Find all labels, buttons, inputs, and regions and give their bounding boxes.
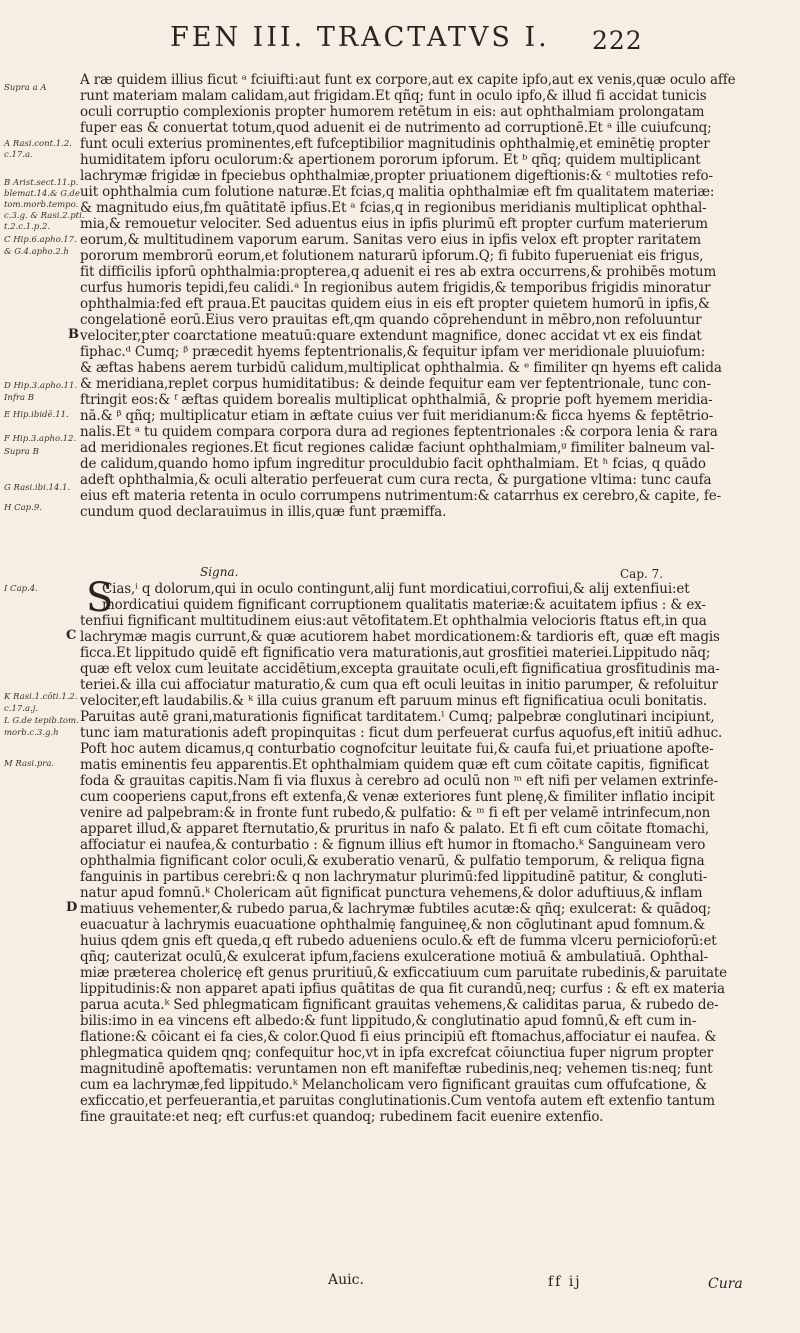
margin-note: blemat.14.& G.de [4,189,80,199]
text-line: euacuatur à lachrymis euacuatione ophthalmię fanguineę,& non cōglutinant apud fomnum.& [80,917,706,933]
text-line: lachrymæ frigidæ in fpeciebus ophthalmiæ,propter priuationem digeftionis:& ᶜ multoties refo- [80,168,713,184]
section-marker: C [66,628,77,643]
text-line: lachrymæ magis currunt,& quæ acutiorem habet mordicationem:& tardioris eft, quæ eft magis [80,629,720,645]
section-marker: D [66,900,78,915]
text-line: phlegmatica quidem qnq; confequitur hoc,vt in ipfa excrefcat cōiunctiua fuper nigrum propter [80,1045,714,1061]
text-line: parua acuta.ᵏ Sed phlegmaticam fignificant grauitas vehemens,& caliditas parua, & rubedo de- [80,997,719,1013]
text-line: mordicatiui quidem fignificant corruptionem qualitatis materiæ:& acuitatem ipfius : & ex- [102,597,706,613]
text-line: lippitudinis:& non apparet apati ipfius quātitas de qua fit curandū,neq; curfus : & eft ex materia [80,981,725,997]
margin-note: & G.4.apho.2.h [4,247,69,257]
text-line: matiuus vehementer,& rubedo parua,& lachrymæ fubtiles acutæ:& qñq; exulcerat: & quādoq; [80,901,712,917]
margin-note: L G.de tepib.tom. [4,716,79,726]
text-line: venire ad palpebram:& in fronte funt rubedo,& pulfatio: & ᵐ fi eft per velamē intrinfecum,non [80,805,711,821]
text-line: funt oculi exterius prominentes,eft fufceptibilior magnitudinis ophthalmię,et eminētię propter [80,136,710,152]
margin-note: Infra B [4,393,35,403]
text-line: Poft hoc autem dicamus,q conturbatio cognofcitur leuitate fui,& caufa fui,et priuatione apofte- [80,741,714,757]
drop-cap: S [86,575,114,621]
margin-note: I Cap.4. [4,584,38,594]
text-line: ophthalmia:fed eft praua.Et paucitas quidem eius in eis eft propter quietem humorū in ipfis,& [80,296,710,312]
margin-note: B Arist.sect.11.p. [4,178,79,188]
catchword: Cura [708,1276,743,1292]
text-line: ftringit eos:& ᶠ æftas quidem borealis multiplicat ophthalmiā, & proprie poft hyemem meridia- [80,392,713,408]
text-line: fuper eas & conuertat totum,quod aduenit ei de nutrimento ad corruptionē.Et ᵃ ille cuiufcunq; [80,120,712,136]
text-line: nā.& ᵝ qñq; multiplicatur etiam in æftate cuius ver fuit meridianum:& ficca hyems & feptētrio- [80,408,714,424]
text-line: apparet illud,& apparet fternutatio,& pruritus in nafo & palato. Et fi eft cum cōitate ftomachi, [80,821,710,837]
text-line: ophthalmia fignificant color oculi,& exuberatio venarū, & pulfatio temporum, & reliqua figna [80,853,705,869]
text-line: curfus humoris tepidi,feu calidi.ᵃ In regionibus autem frigidis,& temporibus frigidis minoratur [80,280,711,296]
margin-note: Supra B [4,447,39,457]
text-line: exficcatio,et perfeuerantia,et paruitas conglutinationis.Cum ventofa autem eft extenfio tantum [80,1093,715,1109]
text-line: qñq; cauterizat oculū,& exulcerat ipfum,faciens exulceratione motiuā & ambulatiuā. Ophthal- [80,949,709,965]
margin-note: C Hip.6.apho.17. [4,235,77,245]
text-line: ficca.Et lippitudo quidē eft fignificatio vera maturationis,aut grosfitiei materiei.Lippitudo nāq; [80,645,711,661]
text-line: eorum,& multitudinem vaporum earum. Sanitas vero eius in ipfis velox eft propter raritatem [80,232,701,248]
margin-note: K Rasi.1.cōti.1.2. [4,692,78,702]
text-line: oculi corruptio complexionis propter humorem retētum in eis: aut ophthalmiam prolongatam [80,104,705,120]
text-line: quæ eft velox cum leuitate accidētium,excepta grauitate oculi,eft fignificatiua grosfitudinis ma- [80,661,720,677]
margin-note: c.17.a.j. [4,704,39,714]
text-line: eius eft materia retenta in oculo corrumpens nutrimentum:& catarrhus ex cerebro,& capite, fe- [80,488,721,504]
text-line: Cias,ⁱ q dolorum,qui in oculo contingunt,alij funt mordicatiui,corrofiui,& alij extenfiui:et [102,581,690,597]
text-line: velociter,pter coarctatione meatuū:quare extendunt magnifice, donec accidat vt ex eis findat [80,328,702,344]
page-footer [0,1272,800,1308]
text-line: foda & grauitas capitis.Nam fi via fluxus à cerebro ad oculū non ᵐ eft nifi per velamen extrinfe- [80,773,719,789]
margin-note: G Rasi.ibi.14.1. [4,483,71,493]
text-line: humiditatem ipforu oculorum:& apertionem pororum ipforum. Et ᵇ qñq; quidem multiplicant [80,152,701,168]
text-line: natur apud fomnū.ᵏ Cholericam aūt fignificat punctura vehemens,& dolor aduftiuus,& inflam [80,885,703,901]
text-line: magnitudinē apoftematis: veruntamen non eft manifeftæ rubedinis,neq; vehemen tis:neq; funt [80,1061,713,1077]
margin-note: H Cap.9. [4,503,42,513]
text-line: miæ præterea cholericę eft genus pruritiuū,& exficcatiuum cum paruitate rubedinis,& paruitate [80,965,727,981]
text-line: bilis:imo in ea vincens eft albedo:& funt lippitudo,& conglutinatio apud fomnū,& eft cum in- [80,1013,697,1029]
margin-note: F Hip.3.apho.12. [4,434,77,444]
text-line: teriei.& illa cui affociatur maturatio,& cum qua eft oculi leuitas in initio parumper, & refoluitur [80,677,718,693]
text-line: congelationē eorū.Eius vero prauitas eft,qm quando cōprehendunt in mēbro,non refoluuntur [80,312,702,328]
page-header [0,22,800,70]
text-line: matis eminentis feu apparentis.Et ophthalmiam quidem quæ eft cum cōitate capitis, fignificat [80,757,709,773]
margin-note: morb.c.3.g.h [4,728,59,738]
text-line: mia,& remouetur velociter. Sed aduentus eius in ipfis plurimū eft propter curfum materierum [80,216,708,232]
chapter-label: Cap. 7. [620,567,664,581]
margin-note: c.17.a. [4,150,33,160]
margin-note: tom.morb.tempo. [4,200,79,210]
text-line: pororum membrorū eorum,et folutionem naturarū ipforum.Q; fi fubito fuperueniat eis frigus, [80,248,704,264]
text-line: ad meridionales regiones.Et ficut regiones calidæ faciunt ophthalmiam,ᵍ fimiliter balneum val- [80,440,715,456]
text-line: & meridiana,replet corpus humiditatibus: & deinde fequitur eam ver feptentrionale, tunc con- [80,376,711,392]
text-line: huius qdem gnis eft queda,q eft rubedo adueniens oculo.& eft de fumma vlceru perniciofoṛū:et [80,933,717,949]
text-line: cum cooperiens caput,frons eft extenfa,& venæ exteriores funt plenę,& fimiliter inflatio incipit [80,789,715,805]
text-line: flatione:& cōicant ei fa cies,& color.Quod fi eius principiū eft ftomachus,affociatur ei naufea. & [80,1029,717,1045]
text-line: cum ea lachrymæ,fed lippitudo.ᵏ Melancholicam vero fignificant grauitas cum offufcatione, & [80,1077,707,1093]
section-marker: B [68,327,79,342]
margin-note: Supra a A [4,83,47,93]
margin-note: D Hip.3.apho.11. [4,381,78,391]
text-line: fine grauitate:et neq; eft curfus:et quandoq; rubedinem facit euenire extenfio. [80,1109,604,1125]
page-number: 222 [592,26,643,55]
signature-mark: ff ij [548,1274,582,1290]
margin-note: A Rasi.cont.1.2. [4,139,72,149]
text-line: cundum quod declarauimus in illis,quæ funt præmiffa. [80,504,447,520]
text-line: velociter,eft laudabilis.& ᵏ illa cuius granum eft paruum minus eft fignificatiua oculi bonitatis. [80,693,708,709]
running-title: FEN III. TRACTATVS I. [170,22,550,53]
margin-note: M Rasi.pra. [4,759,55,769]
text-line: de calidum,quando homo ipfum ingreditur proculdubio facit ophthalmiam. Et ʰ fcias, q quādo [80,456,706,472]
text-line: nalis.Et ᵃ tu quidem compara corpora dura ad regiones feptentrionales :& corpora lenia & rara [80,424,718,440]
margin-note: t.2.c.1.p.2. [4,222,51,232]
text-line: & magnitudo eius,fm quātitatē ipfius.Et ᵃ fcias,q in regionibus meridianis multiplicat ophthal- [80,200,707,216]
text-line: tunc iam maturationis adeft propinquitas : ficut dum perfeuerat curfus aquofus,eft initiū adhuc. [80,725,723,741]
section-heading: Signa. [200,565,239,579]
text-line: A ræ quidem illius ficut ᵃ fciuifti:aut funt ex corpore,aut ex capite ipfo,aut ex venis,quæ oculo affe [80,72,736,88]
text-line: adeft ophthalmia,& oculi alteratio perfeuerat cum cura recta, & purgatione vltima: tunc caufa [80,472,712,488]
margin-note: E Hip.ibidē.11. [4,410,69,420]
text-line: fanguinis in partibus cerebri:& q non lachrymatur plurimū:fed lippitudinē patitur, & congluti- [80,869,708,885]
text-line: affociatur ei naufea,& conturbatio : & fignum illius eft humor in ftomacho.ᵏ Sanguineam vero [80,837,706,853]
text-line: & æftas habens aerem turbidū calidum,multiplicat ophthalmia. & ᵉ fimiliter qn hyems eft calida [80,360,722,376]
text-line: tenfiui fignificant multitudinem eius:aut vētofitatem.Et ophthalmia velocioris ftatus eft,in qua [80,613,707,629]
text-line: runt materiam malam calidam,aut frigidam.Et qñq; funt in oculo ipfo,& illud fi accidat tunicis [80,88,707,104]
margin-note: c.3.g. & Rasi.2.pti. [4,211,85,221]
text-line: uit ophthalmia cum folutione naturæ.Et fcias,q malitia ophthalmiæ eft fm qualitatem materiæ: [80,184,715,200]
text-line: fit difficilis ipforū ophthalmia:propterea,q aduenit ei res ab extra occurrens,& prohibēs motum [80,264,717,280]
text-line: fiphac.ᵈ Cumq; ᵝ præcedit hyems feptentrionalis,& fequitur ipfam ver meridionale pluuiofum: [80,344,706,360]
footer-left: Auic. [328,1272,364,1288]
text-line: Paruitas autē grani,maturationis fignificat tarditatem.ˡ Cumq; palpebræ conglutinari incipiunt, [80,709,715,725]
